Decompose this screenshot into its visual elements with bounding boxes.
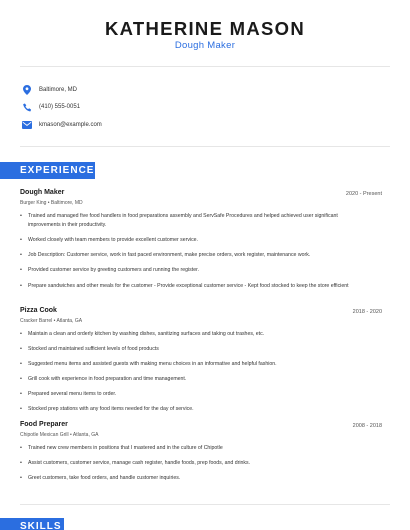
resume-name: KATHERINE MASON [104, 18, 306, 39]
contact-location [22, 84, 77, 96]
job-dates: 2018 - 2020 [352, 309, 382, 315]
phone-text: (410) 555-0051 [39, 104, 81, 110]
map-pin-icon [22, 85, 32, 95]
phone-icon [22, 102, 32, 112]
list-item: • Worked closely with team members to provide excellent customer service. [20, 237, 199, 243]
experience-section-heading [0, 162, 95, 179]
header-divider [20, 66, 390, 67]
list-item: • Trained new crew members in positions that I mastered and in the culture of Chipotle [20, 445, 223, 451]
contact-email[interactable] [22, 119, 102, 131]
job-title: Food Preparer [20, 421, 68, 428]
skills-section-heading [0, 518, 64, 530]
list-item: • Assist customers, customer service, manage cash register, handle foods, prep foods, and drinks. [20, 460, 251, 466]
list-item: • Stocked and maintained sufficient levels of food products [20, 346, 159, 352]
list-item: • Prepared several menu items to order. [20, 391, 117, 397]
list-item: • Trained and managed five food handlers in food preparations assembly and ServSafe Procedures and helped achieved user significant improvements in their productivity. [20, 213, 338, 228]
mail-icon [22, 120, 32, 130]
job-company: Chipotle Mexican Grill • Atlanta, GA [20, 432, 99, 438]
list-item: • Suggested menu items and assisted guests with making menu choices in an informative and helpful fashion. [20, 361, 277, 367]
experience-divider [20, 504, 390, 505]
job-company: Burger King • Baltimore, MD [20, 200, 83, 206]
job-company: Cracker Barrel • Atlanta, GA [20, 318, 83, 324]
list-item: • Greet customers, take food orders, and handle customer inquiries. [20, 475, 181, 481]
skills-heading-text: SKILLS [20, 521, 62, 530]
list-item: • Prepare sandwiches and other meals for the customer - Provide exceptional customer service - Kept food stocked to keep the store efficient [20, 283, 349, 289]
job-title: Dough Maker [20, 189, 65, 196]
job-dates: 2008 - 2018 [352, 423, 382, 429]
location-text: Baltimore, MD [39, 87, 78, 93]
experience-heading-text: EXPERIENCE [20, 165, 95, 176]
list-item: • Stocked prep stations with any food items needed for the day of service. [20, 406, 194, 412]
resume-job-title: Dough Maker [174, 40, 236, 51]
contact-phone [22, 101, 80, 113]
email-text[interactable]: kmason@example.com [39, 122, 102, 128]
job-title: Pizza Cook [20, 307, 57, 314]
job-dates: 2020 - Present [345, 191, 382, 197]
list-item: • Grill cook with experience in food preparation and time management. [20, 376, 187, 382]
list-item: • Maintain a clean and orderly kitchen by washing dishes, sanitizing surfaces and taking out trashes, etc. [20, 331, 265, 337]
list-item: • Provided customer service by greeting customers and running the register. [20, 267, 199, 273]
list-item: • Job Description: Customer service, work in fast paced environment, make precise orders, work register, maintenance work. [20, 252, 311, 258]
contact-divider [20, 146, 390, 147]
